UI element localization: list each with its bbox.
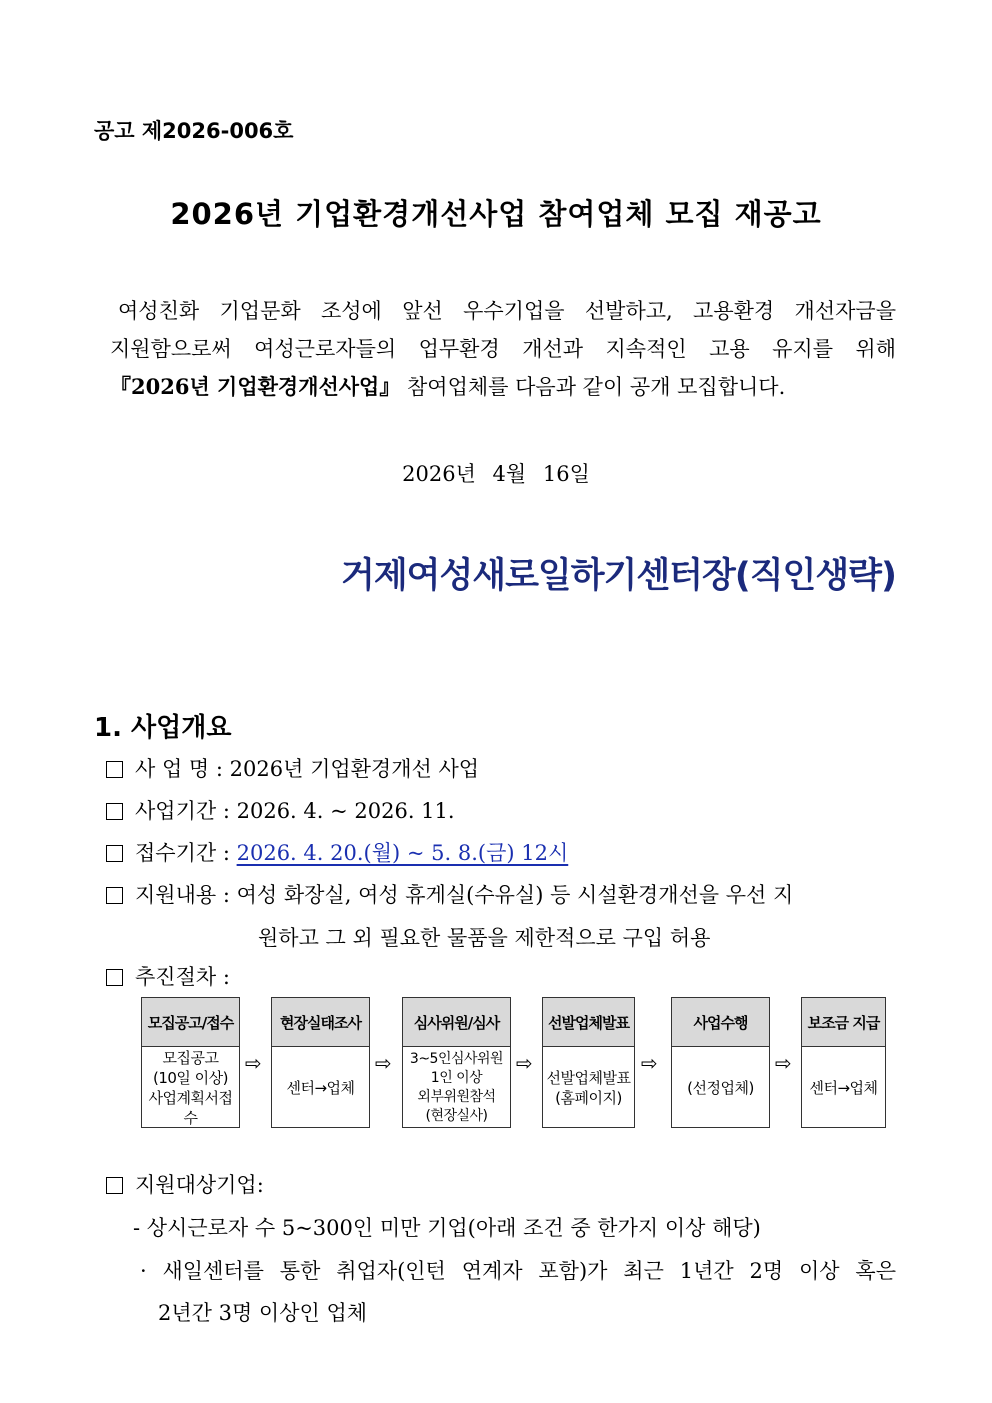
item-label: 지원내용: [135, 883, 217, 907]
separator: :: [222, 841, 230, 865]
notice-number: 공고 제2026-006호: [94, 119, 294, 143]
step-line: (10일 이상): [152, 1068, 229, 1087]
checkbox-icon: [106, 803, 123, 820]
step-header: 모집공고/접수: [142, 998, 239, 1047]
item-label: 추진절차: [135, 965, 217, 989]
overview-item-procedure: [106, 963, 230, 991]
document-title: 2026년 기업환경개선사업 참여업체 모집 재공고: [170, 197, 822, 231]
step-header: 사업수행: [672, 998, 769, 1047]
overview-item-name: [106, 755, 479, 783]
procedure-step-2: [271, 997, 370, 1128]
section-title: 1. 사업개요: [94, 713, 232, 743]
separator: :: [222, 799, 230, 823]
checkbox-icon: [106, 761, 123, 778]
step-line: 선발업체발표: [546, 1068, 631, 1087]
step-line: 1인 이상: [430, 1069, 483, 1086]
checkbox-icon: [106, 969, 123, 986]
step-header: 보조금 지급: [802, 998, 885, 1047]
step-body: [543, 1047, 634, 1128]
procedure-step-5: [671, 997, 770, 1128]
procedure-step-4: [542, 997, 635, 1128]
step-body: [672, 1047, 769, 1128]
checkbox-icon: [106, 1177, 123, 1194]
step-header: 심사위원/심사: [403, 998, 510, 1047]
overview-item-target: [106, 1171, 264, 1199]
item-label: 사업기간: [135, 799, 217, 823]
step-line: 사업계획서접수: [148, 1088, 233, 1127]
step-line: 센터→업체: [809, 1078, 878, 1097]
right-arrow-icon: ⇨: [775, 1051, 792, 1075]
right-arrow-icon: ⇨: [516, 1051, 533, 1075]
step-header: 선발업체발표: [543, 998, 634, 1047]
procedure-step-6: [801, 997, 886, 1128]
step-line: (선정업체): [687, 1078, 754, 1097]
right-arrow-icon: ⇨: [245, 1051, 262, 1075]
procedure-step-1: [141, 997, 240, 1128]
item-label: 사 업 명: [135, 757, 210, 781]
step-line: (홈페이지): [555, 1088, 622, 1107]
separator: :: [222, 965, 230, 989]
item-value: 여성 화장실, 여성 휴게실(수유실) 등 시설환경개선을 우선 지: [236, 883, 794, 907]
step-body: [802, 1047, 885, 1128]
right-arrow-icon: ⇨: [375, 1051, 392, 1075]
checkbox-icon: [106, 887, 123, 904]
intro-line-3: [110, 374, 896, 400]
intro-line-1: 여성친화 기업문화 조성에 앞선 우수기업을 선발하고, 고용환경 개선자금을: [118, 299, 896, 323]
item-value: 2026. 4. ~ 2026. 11.: [236, 799, 455, 823]
right-arrow-icon: ⇨: [641, 1051, 658, 1075]
target-condition-1-continued: 2년간 3명 이상인 업체: [158, 1301, 368, 1325]
notice-date: 2026년 4월 16일: [402, 462, 590, 486]
support-value-continued: 원하고 그 외 필요한 물품을 제한적으로 구입 허용: [258, 926, 711, 950]
step-line: 외부위원참석: [417, 1088, 496, 1105]
step-line: (현장실사): [425, 1107, 488, 1124]
step-line: 모집공고: [162, 1048, 219, 1067]
item-value: 2026년 기업환경개선 사업: [229, 757, 480, 781]
step-body: [142, 1047, 239, 1128]
separator: :: [215, 757, 223, 781]
step-line: 3~5인심사위원: [409, 1050, 504, 1067]
intro-line-3-rest: 참여업체를 다음과 같이 공개 모집합니다.: [400, 375, 786, 399]
overview-item-support: [106, 881, 896, 909]
item-label: 지원대상기업:: [135, 1173, 264, 1197]
step-body: [403, 1047, 510, 1128]
separator: :: [222, 883, 230, 907]
issuer-name: 거제여성새로일하기센터장(직인생략): [341, 556, 896, 596]
checkbox-icon: [106, 845, 123, 862]
program-name: 『2026년 기업환경개선사업』: [110, 374, 401, 399]
step-line: 센터→업체: [286, 1078, 355, 1097]
intro-line-2: 지원함으로써 여성근로자들의 업무환경 개선과 지속적인 고용 유지를 위해: [110, 337, 896, 361]
overview-item-period: [106, 797, 455, 825]
target-criteria: - 상시근로자 수 5~300인 미만 기업(아래 조건 중 한가지 이상 해당): [133, 1216, 761, 1240]
reception-period-value: 2026. 4. 20.(월) ~ 5. 8.(금) 12시: [236, 841, 569, 865]
item-label: 접수기간: [135, 841, 217, 865]
overview-item-reception: [106, 839, 568, 867]
procedure-step-3: [402, 997, 511, 1128]
step-body: [272, 1047, 369, 1128]
step-header: 현장실태조사: [272, 998, 369, 1047]
target-condition-1: · 새일센터를 통한 취업자(인턴 연계자 포함)가 최근 1년간 2명 이상 혹은: [140, 1259, 896, 1283]
